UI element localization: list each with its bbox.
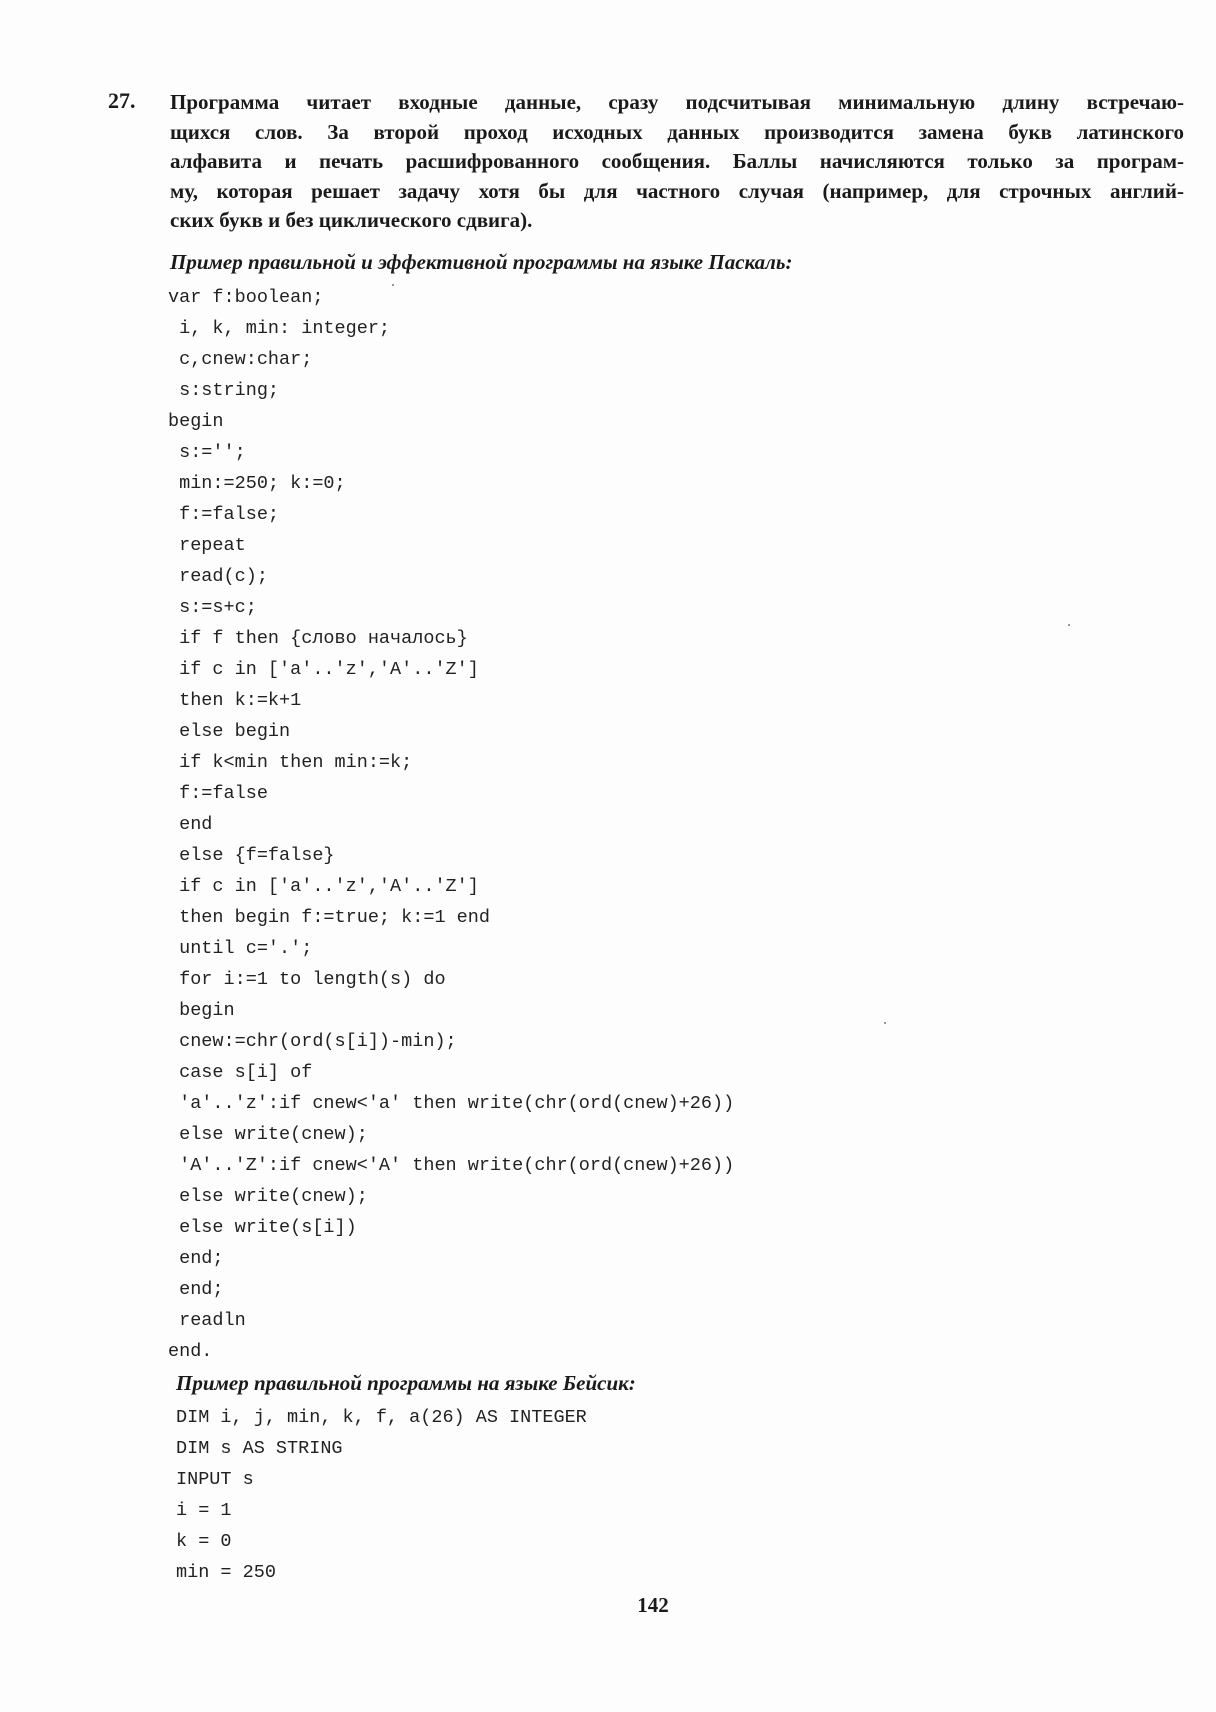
- code-line: read(c);: [168, 566, 268, 587]
- code-line: else {f=false}: [168, 845, 335, 866]
- code-line: else write(cnew);: [168, 1186, 368, 1207]
- code-line: readln: [168, 1310, 246, 1331]
- code-line: 'a'..'z':if cnew<'a' then write(chr(ord(cnew)+26)): [168, 1093, 735, 1114]
- page-number: 142: [637, 1593, 669, 1617]
- code-line: c,cnew:char;: [168, 349, 313, 370]
- code-line: min:=250; k:=0;: [168, 473, 346, 494]
- task-text-line: ских букв и без циклического сдвига).: [170, 208, 533, 232]
- scan-speck: [392, 284, 394, 286]
- pascal-code-listing: [168, 282, 734, 1367]
- code-line: repeat: [168, 535, 246, 556]
- code-line: i = 1: [176, 1500, 232, 1521]
- code-line: s:='';: [168, 442, 246, 463]
- code-line: s:=s+c;: [168, 597, 257, 618]
- task-description: [170, 88, 1184, 236]
- code-line: begin: [168, 1000, 235, 1021]
- task-number: 27.: [108, 88, 136, 113]
- code-line: else begin: [168, 721, 291, 742]
- code-line: DIM i, j, min, k, f, a(26) AS INTEGER: [176, 1407, 587, 1428]
- code-line: f:=false: [168, 783, 268, 804]
- code-line: begin: [168, 411, 224, 432]
- code-line: k = 0: [176, 1531, 232, 1552]
- code-line: case s[i] of: [168, 1062, 313, 1083]
- code-line: INPUT s: [176, 1469, 254, 1490]
- code-line: else write(s[i]): [168, 1217, 357, 1238]
- pascal-example-heading: Пример правильной и эффективной программы на языке Паскаль:: [170, 250, 793, 274]
- code-line: end: [168, 814, 213, 835]
- code-line: s:string;: [168, 380, 280, 401]
- scan-speck: [1068, 624, 1070, 626]
- scan-speck: [884, 1022, 886, 1024]
- code-line: if c in ['a'..'z','A'..'Z']: [168, 876, 479, 897]
- code-line: until c='.';: [168, 938, 313, 959]
- basic-example-heading: Пример правильной программы на языке Бейсик:: [176, 1371, 636, 1395]
- code-line: f:=false;: [168, 504, 280, 525]
- code-line: end;: [168, 1279, 224, 1300]
- task-text-line: Программа читает входные данные, сразу подсчитывая минимальную длину встречаю-: [170, 90, 1184, 114]
- task-text-line: щихся слов. За второй проход исходных данных производится замена букв латинского: [170, 119, 1184, 144]
- code-line: then k:=k+1: [168, 690, 302, 711]
- code-line: 'A'..'Z':if cnew<'A' then write(chr(ord(cnew)+26)): [168, 1155, 735, 1176]
- code-line: if k<min then min:=k;: [168, 752, 413, 773]
- code-line: then begin f:=true; k:=1 end: [168, 907, 490, 928]
- code-line: cnew:=chr(ord(s[i])-min);: [168, 1031, 457, 1052]
- code-line: min = 250: [176, 1562, 276, 1583]
- code-line: if f then {слово началось}: [168, 628, 468, 649]
- code-line: DIM s AS STRING: [176, 1438, 343, 1459]
- code-line: end;: [168, 1248, 224, 1269]
- task-text-line: алфавита и печать расшифрованного сообщения. Баллы начисляются только за програм-: [170, 149, 1184, 173]
- basic-code-listing: [176, 1402, 587, 1588]
- code-line: if c in ['a'..'z','A'..'Z']: [168, 659, 479, 680]
- task-text-line: му, которая решает задачу хотя бы для частного случая (например, для строчных англий-: [170, 178, 1184, 203]
- code-line: end.: [168, 1341, 213, 1362]
- code-line: for i:=1 to length(s) do: [168, 969, 446, 990]
- code-line: i, k, min: integer;: [168, 318, 391, 339]
- code-line: else write(cnew);: [168, 1124, 368, 1145]
- code-line: var f:boolean;: [168, 287, 324, 308]
